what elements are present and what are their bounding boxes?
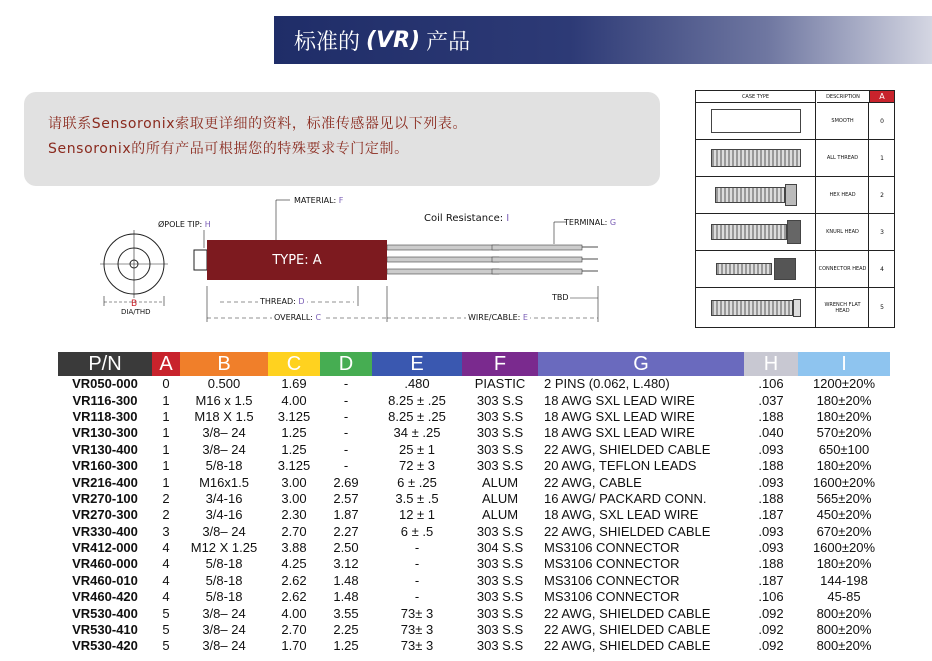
all-thread-case-image — [696, 140, 816, 176]
table-cell: 4.00 — [281, 605, 307, 621]
table-cell: .188 — [758, 458, 784, 474]
table-cell: 6 ± .25 — [397, 474, 437, 490]
part-number-cell: VR050-000 — [72, 376, 138, 392]
sensor-diagram — [100, 190, 620, 330]
case-num: 5 — [880, 304, 884, 311]
table-cell: M12 X 1.25 — [190, 540, 258, 556]
table-cell: 1.48 — [333, 589, 359, 605]
title-vr: (VR) — [366, 27, 421, 53]
table-cell: 2 — [162, 490, 170, 506]
a-header: A — [870, 91, 894, 103]
part-number-cell: VR116-300 — [72, 392, 138, 408]
table-cell: 22 AWG, SHIELDED CABLE — [544, 605, 711, 621]
part-number-cell: VR160-300 — [72, 458, 138, 474]
table-cell: M16 x 1.5 — [195, 392, 253, 408]
table-cell: 1 — [162, 474, 170, 490]
table-row — [58, 573, 890, 589]
table-cell: 1.70 — [281, 638, 307, 654]
table-cell: .480 — [404, 376, 430, 392]
table-cell: 2.62 — [281, 589, 307, 605]
case-desc: WRENCH FLAT HEAD — [817, 288, 869, 327]
table-cell: .093 — [758, 540, 784, 556]
table-cell: 303 S.S — [476, 523, 524, 539]
title-prefix: 标准的 — [294, 29, 361, 55]
table-cell: ALUM — [481, 507, 519, 523]
table-row — [58, 491, 890, 507]
table-row — [58, 409, 890, 425]
part-number-cell: VR460-420 — [72, 589, 138, 605]
table-cell: 180±20% — [816, 458, 872, 474]
table-cell: 4 — [162, 572, 170, 588]
part-number-cell: VR130-300 — [72, 425, 138, 441]
overall-label: OVERALL: C — [274, 313, 322, 322]
table-row — [58, 556, 890, 572]
case-row-hex-head — [696, 177, 894, 214]
table-cell: .092 — [758, 622, 784, 638]
table-cell: 73± 3 — [400, 605, 434, 621]
case-num: 2 — [880, 191, 884, 199]
table-cell: 1600±20% — [812, 474, 876, 490]
table-cell: 303 S.S — [476, 605, 524, 621]
table-cell: 3.00 — [281, 474, 307, 490]
table-cell: 2 PINS (0.062, L.480) — [544, 376, 670, 392]
table-cell: 22 AWG, CABLE — [544, 474, 642, 490]
table-cell: 303 S.S — [476, 572, 524, 588]
table-cell: 2.62 — [281, 572, 307, 588]
table-cell: 3.00 — [281, 490, 307, 506]
table-row — [58, 638, 890, 654]
table-cell: 1.25 — [281, 425, 307, 441]
table-cell: 3/4-16 — [205, 507, 243, 523]
table-cell: 303 S.S — [476, 589, 524, 605]
table-cell: 303 S.S — [476, 556, 524, 572]
table-cell: 1.48 — [333, 572, 359, 588]
smooth-case-image — [696, 103, 816, 139]
part-number-cell: VR330-400 — [72, 523, 138, 539]
table-cell: 2 — [162, 507, 170, 523]
table-cell: 1 — [162, 425, 170, 441]
table-cell: 1 — [162, 408, 170, 424]
description-header: DESCRIPTION — [817, 91, 870, 103]
pole-tip-label: ØPOLE TIP: H — [158, 220, 211, 229]
table-cell: 12 ± 1 — [398, 507, 436, 523]
table-cell: 4.00 — [281, 392, 307, 408]
part-number-cell: VR216-400 — [72, 474, 138, 490]
case-row-knurl-head — [696, 214, 894, 251]
table-cell: 3/8– 24 — [202, 622, 246, 638]
connector-head-case-image — [696, 251, 816, 287]
table-cell: .106 — [758, 376, 784, 392]
table-row — [58, 589, 890, 605]
table-cell: MS3106 CONNECTOR — [544, 589, 680, 605]
case-desc: HEX HEAD — [817, 177, 869, 213]
table-cell: 303 S.S — [476, 425, 524, 441]
case-type-header: CASE TYPE — [696, 91, 816, 103]
table-cell: 3/4-16 — [205, 490, 243, 506]
table-cell: - — [343, 441, 349, 457]
column-header-b: B — [180, 352, 268, 376]
table-cell: 670±20% — [816, 523, 872, 539]
table-cell: .093 — [758, 523, 784, 539]
table-cell: 1200±20% — [812, 376, 876, 392]
table-cell: 565±20% — [816, 490, 872, 506]
table-cell: 5/8-18 — [205, 572, 243, 588]
title-suffix: 产品 — [426, 29, 471, 55]
table-cell: 4 — [162, 540, 170, 556]
table-cell: - — [343, 408, 349, 424]
table-row — [58, 474, 890, 490]
table-header-row — [58, 352, 890, 376]
table-cell: 25 ± 1 — [398, 441, 436, 457]
case-desc: ALL THREAD — [817, 140, 869, 176]
part-number-cell: VR530-410 — [72, 622, 138, 638]
column-header-c: C — [268, 352, 320, 376]
table-cell: - — [343, 425, 349, 441]
table-cell: 3.55 — [333, 605, 359, 621]
table-body — [58, 376, 890, 655]
wrench-flat-head-case-image — [696, 288, 816, 327]
table-cell: 72 ± 3 — [398, 458, 436, 474]
table-cell: .093 — [758, 474, 784, 490]
table-cell: 144-198 — [820, 572, 868, 588]
table-cell: 450±20% — [816, 507, 872, 523]
table-cell: - — [414, 556, 420, 572]
coil-resistance-label: Coil Resistance: I — [424, 213, 510, 224]
terminal-label: TERMINAL: G — [564, 218, 617, 227]
table-cell: .188 — [758, 556, 784, 572]
table-cell: 4.25 — [281, 556, 307, 572]
table-cell: 73± 3 — [400, 622, 434, 638]
table-cell: 3 — [162, 523, 170, 539]
table-cell: 18 AWG SXL LEAD WIRE — [544, 392, 695, 408]
part-number-cell: VR130-400 — [72, 441, 138, 457]
table-cell: - — [414, 540, 420, 556]
table-cell: 18 AWG SXL LEAD WIRE — [544, 408, 695, 424]
table-cell: 22 AWG, SHIELDED CABLE — [544, 523, 711, 539]
table-cell: MS3106 CONNECTOR — [544, 540, 680, 556]
part-number-cell: VR460-010 — [72, 572, 138, 588]
case-desc: SMOOTH — [817, 103, 869, 139]
case-row-connector-head — [696, 251, 894, 288]
part-number-cell: VR530-400 — [72, 605, 138, 621]
info-line-1: 请联系Sensoronix索取更详细的资料，标准传感器见以下列表。 — [48, 116, 468, 132]
table-cell: 2.50 — [333, 540, 359, 556]
page-title-bar — [274, 16, 932, 64]
column-header-d: D — [320, 352, 372, 376]
column-header-g: G — [538, 352, 744, 376]
table-row — [58, 605, 890, 621]
table-row — [58, 524, 890, 540]
table-cell: PIASTIC — [474, 376, 526, 392]
table-cell: .092 — [758, 638, 784, 654]
table-cell: .040 — [758, 425, 784, 441]
table-cell: 5 — [162, 605, 170, 621]
part-number-cell: VR412-000 — [72, 540, 138, 556]
table-cell: 303 S.S — [476, 638, 524, 654]
table-cell: M16x1.5 — [199, 474, 249, 490]
table-cell: 303 S.S — [476, 392, 524, 408]
knurl-head-case-image — [696, 214, 816, 250]
table-cell: 34 ± .25 — [393, 425, 441, 441]
table-cell: 2.30 — [281, 507, 307, 523]
table-cell: 5 — [162, 638, 170, 654]
table-cell: 1 — [162, 458, 170, 474]
table-cell: .187 — [758, 507, 784, 523]
case-row-all-thread — [696, 140, 894, 177]
table-cell: MS3106 CONNECTOR — [544, 556, 680, 572]
table-cell: 1.25 — [281, 441, 307, 457]
table-cell: 180±20% — [816, 408, 872, 424]
tbd-label: TBD — [552, 293, 569, 302]
table-cell: ALUM — [481, 474, 519, 490]
table-row — [58, 540, 890, 556]
table-cell: 650±100 — [818, 441, 870, 457]
table-cell: ALUM — [481, 490, 519, 506]
case-type-table — [695, 90, 895, 328]
material-label: MATERIAL: F — [294, 196, 344, 205]
table-cell: 3/8– 24 — [202, 425, 246, 441]
table-row — [58, 392, 890, 408]
wire-cable-label: WIRE/CABLE: E — [468, 313, 528, 322]
table-cell: 180±20% — [816, 392, 872, 408]
table-cell: 3/8– 24 — [202, 441, 246, 457]
table-cell: 1.25 — [333, 638, 359, 654]
table-cell: 3.12 — [333, 556, 359, 572]
part-number-cell: VR270-300 — [72, 507, 138, 523]
table-cell: 1 — [162, 441, 170, 457]
case-num: 4 — [880, 265, 884, 273]
table-cell: 570±20% — [816, 425, 872, 441]
table-cell: 1 — [162, 392, 170, 408]
table-cell: 0 — [162, 376, 170, 392]
case-desc: KNURL HEAD — [817, 214, 869, 250]
table-cell: 2.70 — [281, 622, 307, 638]
table-cell: 800±20% — [816, 605, 872, 621]
table-cell: .188 — [758, 408, 784, 424]
column-header-i: I — [798, 352, 890, 376]
table-cell: 2.25 — [333, 622, 359, 638]
table-cell: 18 AWG SXL LEAD WIRE — [544, 425, 695, 441]
table-cell: 8.25 ± .25 — [388, 408, 446, 424]
table-cell: 22 AWG, SHIELDED CABLE — [544, 638, 711, 654]
table-cell: - — [414, 589, 420, 605]
table-cell: 4 — [162, 589, 170, 605]
table-cell: 303 S.S — [476, 622, 524, 638]
table-cell: 3.125 — [277, 408, 311, 424]
table-cell: 4 — [162, 556, 170, 572]
table-cell: 180±20% — [816, 556, 872, 572]
table-cell: 2.27 — [333, 523, 359, 539]
table-row — [58, 376, 890, 392]
table-cell: 8.25 ± .25 — [388, 392, 446, 408]
table-cell: 45-85 — [827, 589, 861, 605]
column-header-e: E — [372, 352, 462, 376]
table-row — [58, 507, 890, 523]
case-num: 0 — [880, 117, 884, 125]
table-row — [58, 425, 890, 441]
table-cell: 1600±20% — [812, 540, 876, 556]
table-cell: 3/8– 24 — [202, 523, 246, 539]
part-number-cell: VR270-100 — [72, 490, 138, 506]
table-cell: 2.69 — [333, 474, 359, 490]
table-cell: .106 — [758, 589, 784, 605]
contact-info-box — [24, 92, 660, 186]
part-number-cell: VR530-420 — [72, 638, 138, 654]
table-cell: 2.57 — [333, 490, 359, 506]
table-cell: 73± 3 — [400, 638, 434, 654]
table-cell: .187 — [758, 572, 784, 588]
column-header-a: A — [152, 352, 180, 376]
hex-head-case-image — [696, 177, 816, 213]
part-number-cell: VR460-000 — [72, 556, 138, 572]
table-cell: 5/8-18 — [205, 556, 243, 572]
sensor-body — [207, 240, 387, 280]
table-cell: 1.69 — [281, 376, 307, 392]
table-row — [58, 622, 890, 638]
table-cell: 16 AWG/ PACKARD CONN. — [544, 490, 707, 506]
column-header-pn: P/N — [58, 352, 152, 376]
table-cell: - — [343, 458, 349, 474]
table-cell: 2.70 — [281, 523, 307, 539]
parts-table — [58, 352, 890, 655]
table-cell: MS3106 CONNECTOR — [544, 572, 680, 588]
table-cell: 5 — [162, 622, 170, 638]
table-cell: .037 — [758, 392, 784, 408]
table-cell: 800±20% — [816, 622, 872, 638]
case-num: 3 — [880, 228, 884, 236]
table-cell: 303 S.S — [476, 408, 524, 424]
table-cell: 303 S.S — [476, 458, 524, 474]
table-cell: 0.500 — [207, 376, 241, 392]
table-cell: - — [343, 392, 349, 408]
table-cell: .093 — [758, 441, 784, 457]
table-cell: .092 — [758, 605, 784, 621]
table-cell: - — [343, 376, 349, 392]
table-cell: 22 AWG, SHIELDED CABLE — [544, 441, 711, 457]
table-cell: - — [414, 572, 420, 588]
table-cell: 3.125 — [277, 458, 311, 474]
table-cell: M18 X 1.5 — [194, 408, 254, 424]
type-label: TYPE: A — [272, 252, 322, 268]
table-cell: 3.5 ± .5 — [395, 490, 439, 506]
dia-thd-label: DIA/THD — [121, 308, 151, 316]
table-row — [58, 458, 890, 474]
table-cell: 3/8– 24 — [202, 605, 246, 621]
table-cell: 22 AWG, SHIELDED CABLE — [544, 622, 711, 638]
part-number-cell: VR118-300 — [72, 408, 138, 424]
thread-label: THREAD: D — [260, 297, 305, 306]
table-cell: 5/8-18 — [205, 589, 243, 605]
table-cell: 1.87 — [333, 507, 359, 523]
table-cell: 800±20% — [816, 638, 872, 654]
table-row — [58, 442, 890, 458]
column-header-f: F — [462, 352, 538, 376]
case-desc: CONNECTOR HEAD — [817, 251, 869, 287]
table-cell: 3/8– 24 — [202, 638, 246, 654]
table-cell: .188 — [758, 490, 784, 506]
table-cell: 6 ± .5 — [400, 523, 434, 539]
table-cell: 303 S.S — [476, 441, 524, 457]
table-cell: 3.88 — [281, 540, 307, 556]
column-header-h: H — [744, 352, 798, 376]
table-cell: 20 AWG, TEFLON LEADS — [544, 458, 697, 474]
info-line-2: Sensoronix的所有产品可根据您的特殊要求专门定制。 — [48, 141, 409, 157]
case-row-wrench-flat-head — [696, 288, 894, 327]
b-label: B — [131, 299, 138, 309]
case-row-smooth — [696, 103, 894, 140]
table-cell: 304 S.S — [476, 540, 524, 556]
case-num: 1 — [880, 154, 884, 162]
table-cell: 18 AWG, SXL LEAD WIRE — [544, 507, 699, 523]
table-cell: 5/8-18 — [205, 458, 243, 474]
